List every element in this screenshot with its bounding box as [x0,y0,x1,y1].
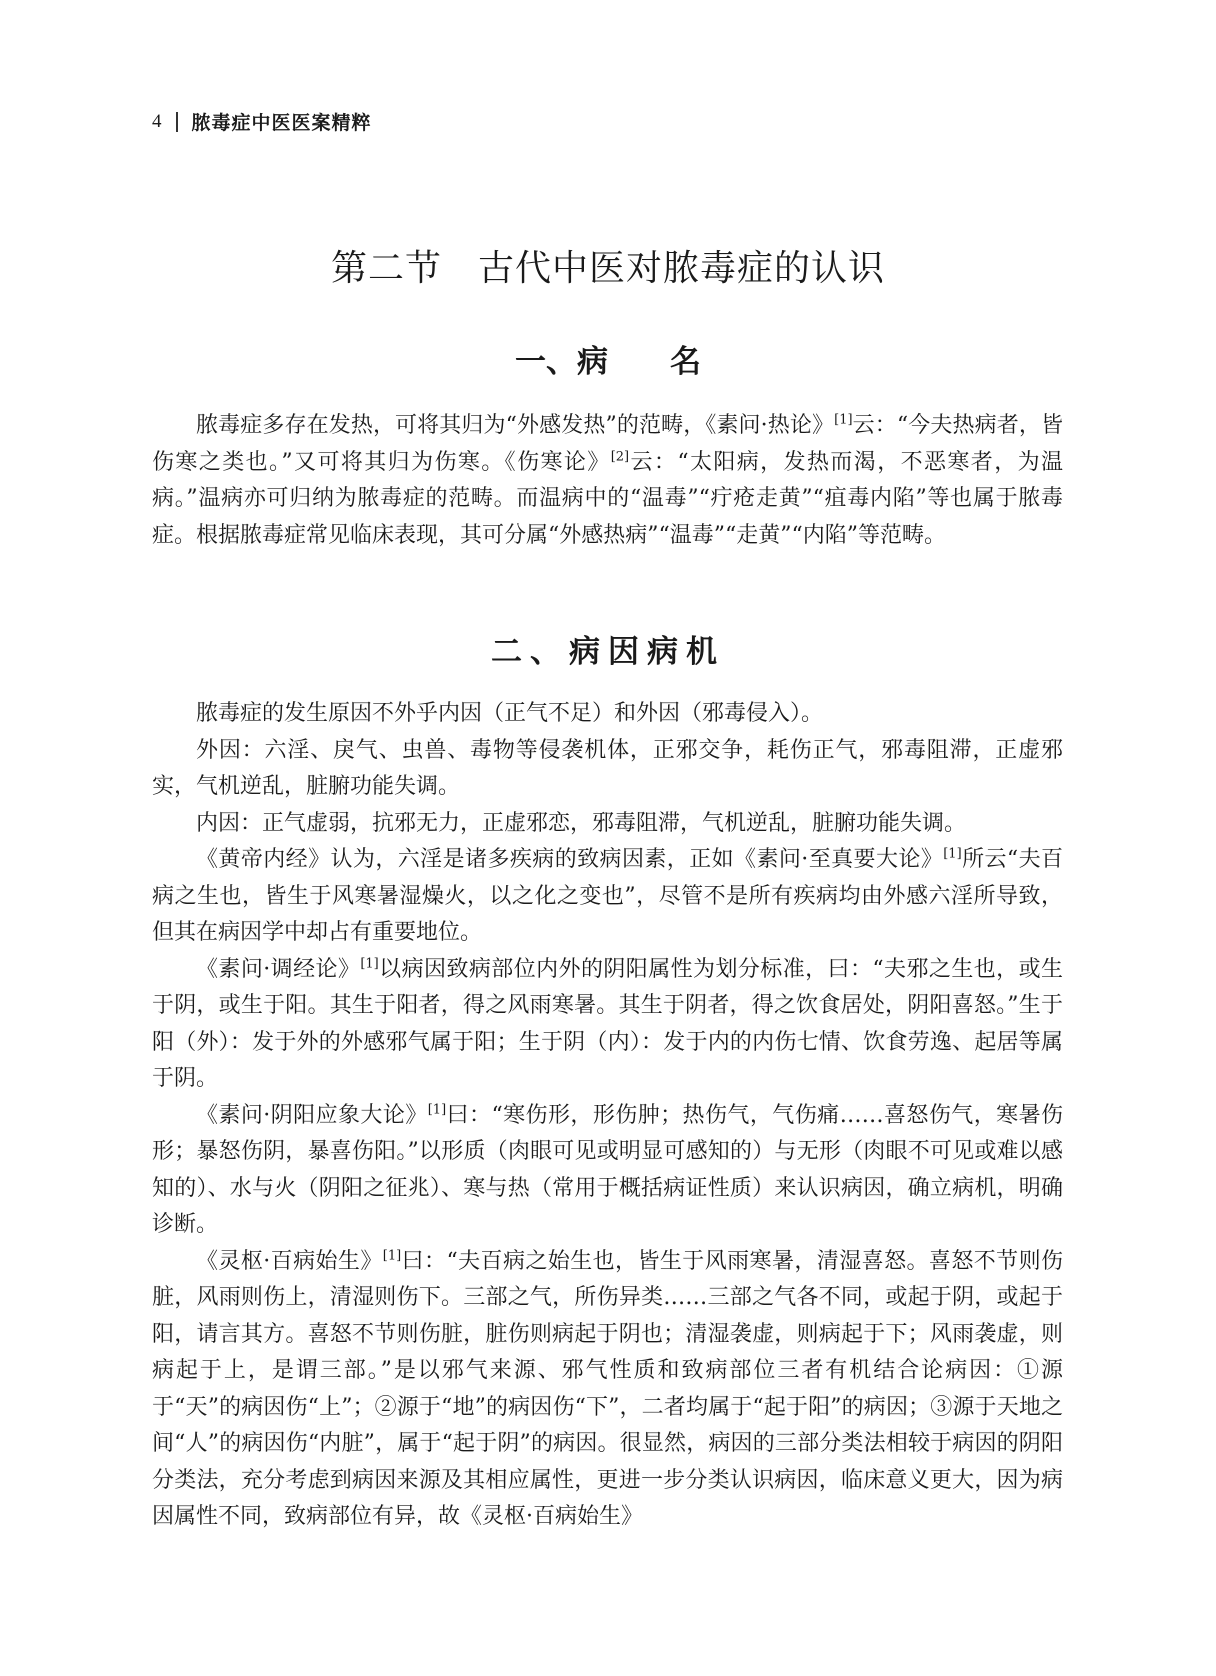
header-divider [176,112,178,132]
citation: [1] [427,1102,447,1118]
subsection-heading-2: 二、病因病机 [491,634,725,670]
paragraph: 外因：六淫、戾气、虫兽、毒物等侵袭机体，正邪交争，耗伤正气，邪毒阻滞，正虚邪实，气机逆乱，脏腑功能失调。 [152,737,1063,799]
citation: [1] [360,956,379,972]
section-heading: 古代中医对脓毒症的认识 [478,248,886,289]
paragraph: 《黄帝内经》认为，六淫是诸多疾病的致病因素，正如《素问·至真要大论》[1]所云“夫百病之生也，皆生于风寒暑湿燥火，以之化之变也”，尽管不是所有疾病均由外感六淫所导致，但其在病因学中却占有重要地位。 [152,846,1063,945]
subsection-heading-1 [0,336,1216,381]
subsection-number: 一、 [515,344,577,380]
running-header [152,108,372,135]
paragraph: 《素问·调经论》[1]以病因致病部位内外的阴阳属性为划分标准，曰：“夫邪之生也，或生于阴，或生于阳。其生于阳者，得之风雨寒暑。其生于阴者，得之饮食居处，阴阳喜怒。”生于阳（外）：发于外的外感邪气属于阳；生于阴（内）：发于内的内伤七情、饮食劳逸、起居等属于阴。 [152,956,1063,1091]
book-title: 脓毒症中医医案精粹 [191,112,372,134]
paragraph-block-1 [152,408,1063,554]
paragraph: 脓毒症多存在发热，可将其归为“外感发热”的范畴，《素问·热论》[1]云：“今夫热病者，皆伤寒之类也。”又可将其归为伤寒。《伤寒论》[2]云：“太阳病，发热而渴，不恶寒者，为温病。”温病亦可归纳为脓毒症的范畴。而温病中的“温毒”“疔疮走黄”“疽毒内陷”等也属于脓毒症。根据脓毒症常见临床表现，其可分属“外感热病”“温毒”“走黄”“内陷”等范畴。 [152,412,1064,548]
citation: [2] [610,449,630,465]
paragraph: 内因：正气虚弱，抗邪无力，正虚邪恋，邪毒阻滞，气机逆乱，脏腑功能失调。 [196,810,967,836]
section-label: 第二节 [330,248,442,289]
paragraph-block-2 [152,696,1063,1536]
page-number: 4 [152,110,162,132]
paragraph: 脓毒症的发生原因不外乎内因（正气不足）和外因（邪毒侵入）。 [196,701,824,726]
paragraph: 《素问·阴阳应象大论》[1]曰：“寒伤形，形伤肿；热伤气，气伤痛……喜怒伤气，寒暑伤形；暴怒伤阴，暴喜伤阳。”以形质（肉眼可见或明显可感知的）与无形（肉眼不可见或难以感知的）、水与火（阴阳之征兆）、寒与热（常用于概括病证性质）来认识病因，确立病机，明确诊断。 [152,1102,1064,1237]
citation: [1] [382,1248,402,1264]
citation: [1] [834,412,853,428]
section-title [0,240,1216,291]
paragraph: 《灵枢·百病始生》[1]曰：“夫百病之始生也，皆生于风雨寒暑，清湿喜怒。喜怒不节则伤脏，风雨则伤上，清湿则伤下。三部之气，所伤异类……三部之气各不同，或起于阴，或起于阳，请言其方。喜怒不节则伤脏，脏伤则病起于阴也；清湿袭虚，则病起于下；风雨袭虚，则病起于上，是谓三部。”是以邪气来源、邪气性质和致病部位三者有机结合论病因：①源于“天”的病因伤“上”；②源于“地”的病因伤“下”，二者均属于“起于阳”的病因；③源于天地之间“人”的病因伤“内脏”，属于“起于阴”的病因。很显然，病因的三部分类法相较于病因的阴阳分类法，充分考虑到病因来源及其相应属性，更进一步分类认识病因，临床意义更大，因为病因属性不同，致病部位有异，故《灵枢·百病始生》 [152,1248,1063,1529]
citation: [1] [943,846,962,862]
subsection-title-part: 病 [577,344,608,380]
subsection-title-part: 名 [670,344,701,380]
